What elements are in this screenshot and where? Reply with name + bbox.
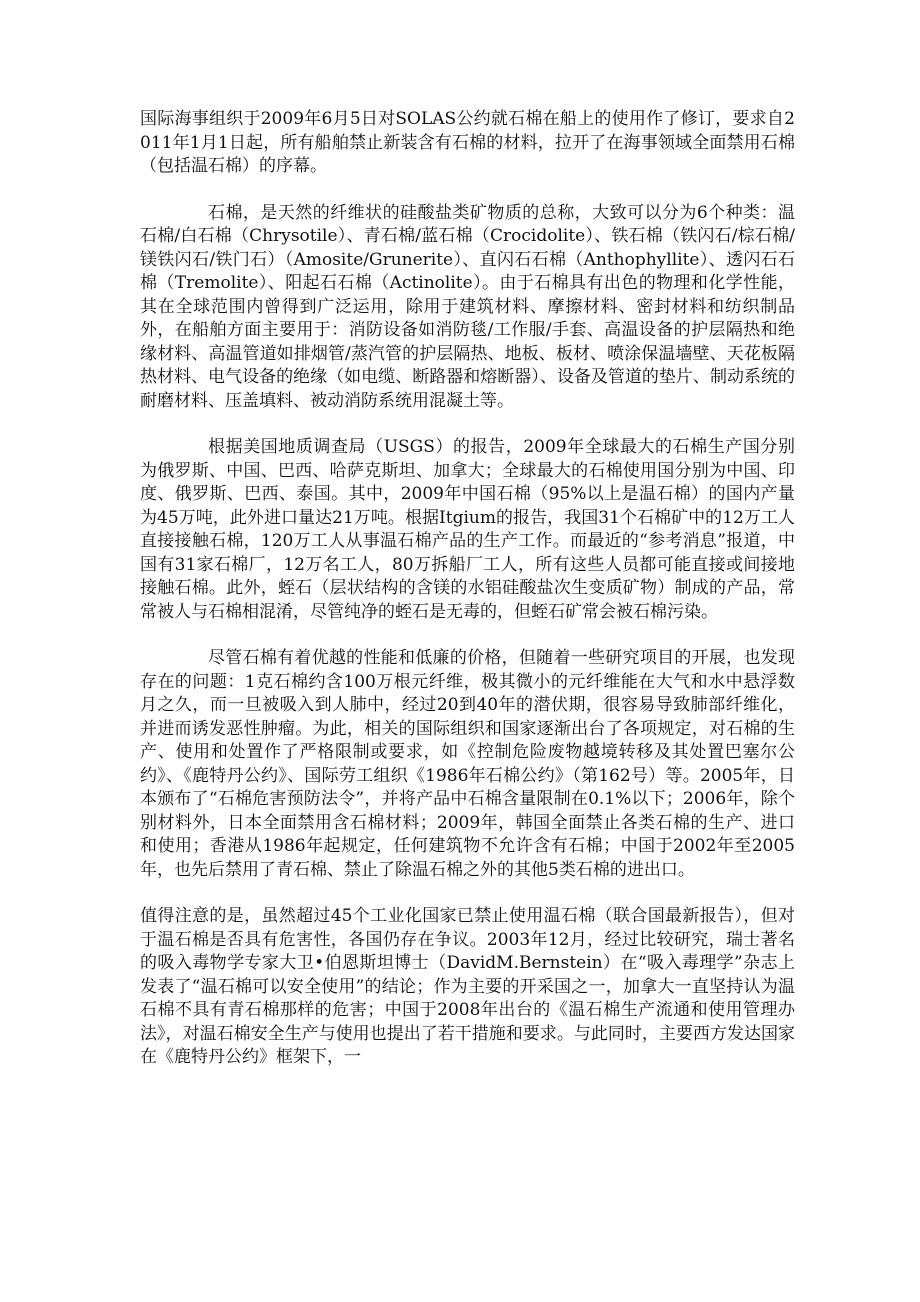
paragraph-chrysotile-debate: 值得注意的是，虽然超过45个工业化国家已禁止使用温石棉（联合国最新报告），但对于温石棉是否具有危害性，各国仍存在争议。2003年12月，经过比较研究，瑞士著名的吸入毒物学专家大卫•伯恩斯坦博士（DavidM.Bernstein）在“吸入毒理学”杂志上发表了“温石棉可以安全使用”的结论；作为主要的开采国之一，加拿大一直坚持认为温石棉不具有青石棉那样的危害；中国于2008年出台的《温石棉生产流通和使用管理办法》，对温石棉安全生产与使用也提出了若干措施和要求。与此同时，主要西方发达国家在《鹿特丹公约》框架下，一 <box>140 906 795 1067</box>
paragraph-asbestos-types: 石棉，是天然的纤维状的硅酸盐类矿物质的总称，大致可以分为6个种类：温石棉/白石棉（Chrysotile）、青石棉/蓝石棉（Crocidolite）、铁石棉（铁闪石/棕石棉/镁铁闪石/铁门石）（Amosite/Grunerite）、直闪石石棉（Anthophyllite）、透闪石石棉（Tremolite）、阳起石石棉（Actinolite）。由于石棉具有出色的物理和化学性能，其在全球范围内曾得到广泛运用，除用于建筑材料、摩擦材料、密封材料和纺织制品外，在船舶方面主要用于：消防设备如消防毯/工作服/手套、高温设备的护层隔热和绝缘材料、高温管道如排烟管/蒸汽管的护层隔热、地板、板材、喷涂保温墙壁、天花板隔热材料、电气设备的绝缘（如电缆、断路器和熔断器）、设备及管道的垫片、制动系统的耐磨材料、压盖填料、被动消防系统用混凝土等。 <box>140 202 795 411</box>
document-page <box>140 108 795 1093</box>
paragraph-usgs-report: 根据美国地质调查局（USGS）的报告，2009年全球最大的石棉生产国分别为俄罗斯、中国、巴西、哈萨克斯坦、加拿大；全球最大的石棉使用国分别为中国、印度、俄罗斯、巴西、泰国。其中，2009年中国石棉（95%以上是温石棉）的国内产量为45万吨，此外进口量达21万吨。根据Itgium的报告，我国31个石棉矿中的12万工人直接接触石棉，120万工人从事温石棉产品的生产工作。而最近的“参考消息”报道，中国有31家石棉厂，12万名工人，80万拆船厂工人，所有这些人员都可能直接或间接地接触石棉。此外，蛭石（层状结构的含镁的水铝硅酸盐次生变质矿物）制成的产品，常常被人与石棉相混淆，尽管纯净的蛭石是无毒的，但蛭石矿常会被石棉污染。 <box>140 437 795 622</box>
paragraph-health-regulations: 尽管石棉有着优越的性能和低廉的价格，但随着一些研究项目的开展，也发现存在的问题：1克石棉约含100万根元纤维，极其微小的元纤维能在大气和水中悬浮数月之久，而一旦被吸入到人肺中，经过20到40年的潜伏期，很容易导致肺部纤维化，并进而诱发恶性肿瘤。为此，相关的国际组织和国家逐渐出台了各项规定，对石棉的生产、使用和处置作了严格限制或要求，如《控制危险废物越境转移及其处置巴塞尔公约》、《鹿特丹公约》、国际劳工组织《1986年石棉公约》（第162号）等。2005年，日本颁布了“石棉危害预防法令”，并将产品中石棉含量限制在0.1%以下；2006年，除个别材料外，日本全面禁用含石棉材料；2009年，韩国全面禁止各类石棉的生产、进口和使用；香港从1986年起规定，任何建筑物不允许含有石棉；中国于2002年至2005年，也先后禁用了青石棉、禁止了除温石棉之外的其他5类石棉的进出口。 <box>140 648 795 880</box>
paragraph-intro: 国际海事组织于2009年6月5日对SOLAS公约就石棉在船上的使用作了修订，要求自2011年1月1日起，所有船舶禁止新装含有石棉的材料，拉开了在海事领域全面禁用石棉（包括温石棉）的序幕。 <box>140 109 795 176</box>
